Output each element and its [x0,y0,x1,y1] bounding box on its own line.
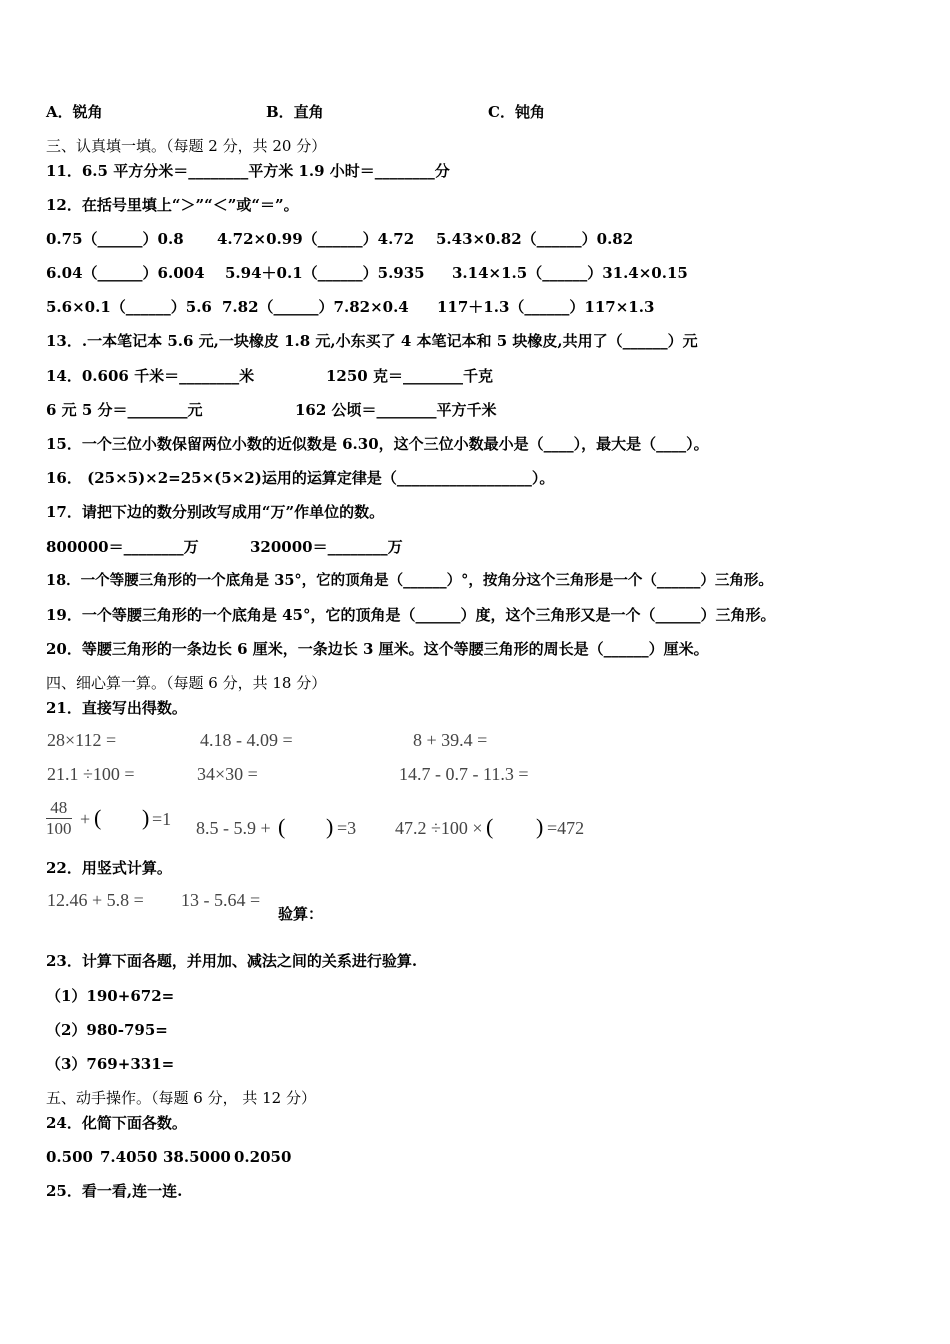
calc-expression: 28×112 = [47,730,117,750]
plus-sign: + [80,809,91,829]
question-23-item: （2）980-795= [46,1021,168,1039]
number-item: 38.5000 [163,1148,231,1166]
section-5-header: 五、动手操作。（每题 6 分， 共 12 分） [46,1089,316,1107]
question-11: 11．6.5 平方分米＝________平方米 1.9 小时＝________分 [46,162,450,180]
blank-open-paren: ( [278,814,286,839]
q12-item: 5.6×0.1（______）5.6 [46,298,212,316]
question-22-prompt: 22．用竖式计算。 [46,859,172,877]
question-13: 13．.一本笔记本 5.6 元,一块橡皮 1.8 元,小东买了 4 本笔记本和 5 块橡皮,共用了（______）元 [46,332,698,350]
question-17-item: 320000＝________万 [250,538,403,556]
q12-item: 5.43×0.82（______）0.82 [436,230,634,248]
blank-close-paren: ) [536,814,544,839]
option-b: B．直角 [266,103,324,121]
question-24-prompt: 24．化简下面各数。 [46,1114,187,1132]
q12-item: 117＋1.3（______）117×1.3 [437,298,655,316]
number-item: 7.4050 [100,1148,158,1166]
blank-close-paren: ) [142,805,150,830]
question-14-item: 6 元 5 分＝________元 [46,401,203,419]
blank-close-paren: ) [326,814,334,839]
calc-expression: 13 - 5.64 = [181,890,261,910]
option-a: A．锐角 [46,103,103,121]
calc-expression: 12.46 + 5.8 = [47,890,144,910]
question-20: 20．等腰三角形的一条边长 6 厘米，一条边长 3 厘米。这个等腰三角形的周长是（______）厘米。 [46,640,709,658]
question-12-prompt: 12．在括号里填上“＞”“＜”或“＝”。 [46,196,299,214]
check-label: 验算： [278,905,324,923]
question-14-item: 162 公顷＝________平方千米 [295,401,497,419]
fraction [46,798,72,839]
question-23-item: （3）769+331= [46,1055,175,1073]
equals-result: =3 [337,818,357,838]
question-23-item: （1）190+672= [46,987,175,1005]
question-14-item: 14．0.606 千米＝________米 [46,367,255,385]
question-23-prompt: 23．计算下面各题，并用加、减法之间的关系进行验算. [46,952,418,970]
question-17-item: 800000＝________万 [46,538,199,556]
calc-expression: 34×30 = [197,764,258,784]
option-c: C．钝角 [488,103,545,121]
blank-open-paren: ( [94,805,102,830]
q12-item: 6.04（______）6.004 [46,264,205,282]
calc-expression: 8.5 - 5.9 + [196,818,271,838]
q12-item: 0.75（______）0.8 [46,230,184,248]
q12-item: 4.72×0.99（______）4.72 [217,230,415,248]
calc-expression: 47.2 ÷100 × [395,818,483,838]
calc-expression: 8 + 39.4 = [413,730,488,750]
question-16: 16． (25×5)×2=25×(5×2)运用的运算定律是（__________________）。 [46,469,555,487]
question-15: 15．一个三位小数保留两位小数的近似数是 6.30，这个三位小数最小是（____），最大是（____）。 [46,435,709,453]
calc-expression: 14.7 - 0.7 - 11.3 = [399,764,529,784]
q12-item: 5.94＋0.1（______）5.935 [225,264,425,282]
question-18: 18．一个等腰三角形的一个底角是 35°，它的顶角是（______）°，按角分这个三角形是一个（______）三角形。 [46,572,773,589]
number-item: 0.2050 [234,1148,292,1166]
question-17-prompt: 17．请把下边的数分别改写成用“万”作单位的数。 [46,503,385,521]
calc-expression: 21.1 ÷100 = [47,764,135,784]
question-14-item: 1250 克＝________千克 [326,367,493,385]
question-21-prompt: 21．直接写出得数。 [46,699,187,717]
q12-item: 7.82（______）7.82×0.4 [222,298,409,316]
equals-result: =1 [152,809,172,829]
section-4-header: 四、细心算一算。（每题 6 分，共 18 分） [46,674,327,692]
section-3-header: 三、认真填一填。（每题 2 分，共 20 分） [46,137,327,155]
equals-result: =472 [547,818,585,838]
fraction-numerator: 48 [46,798,72,819]
q12-item: 3.14×1.5（______）31.4×0.15 [452,264,688,282]
blank-open-paren: ( [486,814,494,839]
number-item: 0.500 [46,1148,93,1166]
calc-expression: 4.18 - 4.09 = [200,730,293,750]
question-25: 25．看一看,连一连. [46,1182,183,1200]
fraction-denominator: 100 [46,819,72,838]
question-19: 19．一个等腰三角形的一个底角是 45°，它的顶角是（______）度，这个三角形又是一个（______）三角形。 [46,606,776,624]
